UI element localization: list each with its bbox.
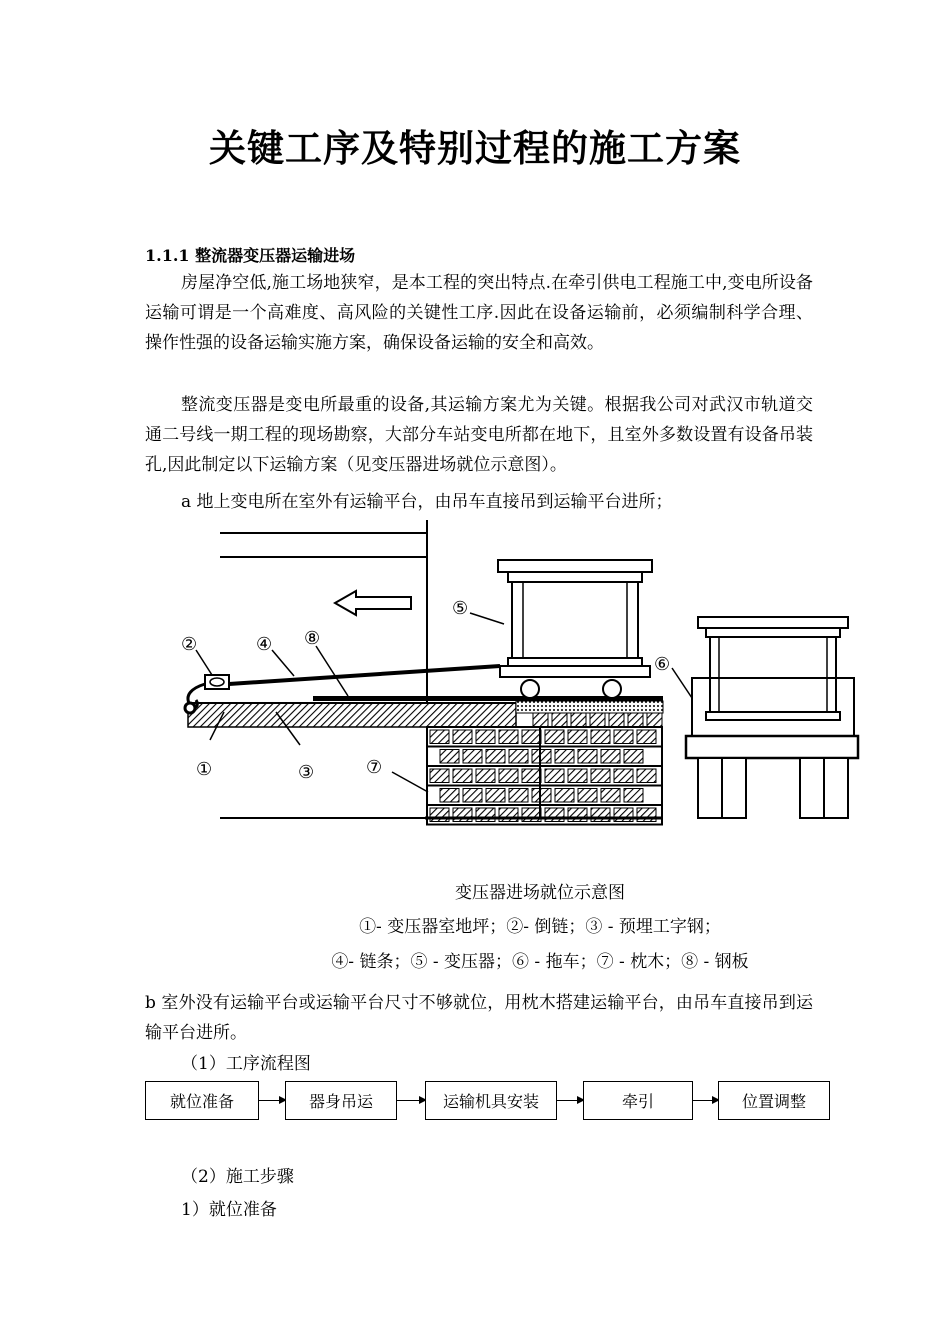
label-2: ② (181, 634, 198, 655)
paragraph-1: 房屋净空低,施工场地狭窄，是本工程的突出特点.在牵引供电工程施工中,变电所设备运输可谓是一个高难度、高风险的关键性工序.因此在设备运输前，必须编制科学合理、操作性强的设备运输实施方案，确保设备运输的安全和高效。 (145, 273, 813, 353)
sleeper-block (578, 789, 597, 803)
sleeper-block (499, 730, 518, 744)
sleeper-block (555, 789, 574, 803)
transformer-on-platform (498, 560, 652, 698)
flow-arrow (693, 1100, 718, 1101)
section-heading: 1.1.1 整流器变压器运输进场 (145, 246, 356, 265)
flow-step-3: 运输机具安装 (425, 1081, 557, 1120)
sleeper-block (532, 789, 551, 803)
sleeper-block (486, 789, 505, 803)
sleeper-block (509, 789, 528, 803)
sleeper-block (486, 750, 505, 764)
sleeper-block (609, 713, 624, 727)
step-1: 1）就位准备 (181, 1200, 277, 1220)
sleeper-block (624, 750, 643, 764)
sleeper-block (578, 750, 597, 764)
sleeper-block (522, 730, 541, 744)
sleeper-block (499, 769, 518, 783)
label-4: ④ (256, 634, 273, 655)
flow-heading: （1）工序流程图 (181, 1054, 311, 1074)
label-8: ⑧ (304, 628, 321, 649)
document-title: 关键工序及特别过程的施工方案 (209, 126, 741, 170)
label-7: ⑦ (366, 757, 383, 778)
label-5: ⑤ (452, 598, 469, 619)
flow-arrow (557, 1100, 583, 1101)
flow-step-5: 位置调整 (718, 1081, 830, 1120)
sleeper-block (430, 769, 449, 783)
sleeper-block (628, 713, 643, 727)
sleeper-block (555, 750, 574, 764)
steps-heading: （2）施工步骤 (181, 1167, 294, 1187)
flow-arrow (259, 1100, 285, 1101)
sleeper-block (614, 769, 633, 783)
sleeper-block (545, 769, 564, 783)
diagram-caption-line1: ①- 变压器室地坪；②- 倒链；③ - 预埋工字钢； (359, 917, 721, 937)
sleeper-block (591, 769, 610, 783)
direction-arrow (335, 591, 411, 615)
diagram-caption-line2: ④- 链条；⑤ - 变压器；⑥ - 拖车；⑦ - 枕木；⑧ - 钢板 (331, 952, 749, 972)
flow-step-1: 就位准备 (145, 1081, 259, 1120)
flow-arrow (397, 1100, 425, 1101)
flow-step-4: 牵引 (583, 1081, 693, 1120)
label-6: ⑥ (654, 654, 671, 675)
sleeper-block (647, 713, 662, 727)
sleeper-block (533, 713, 548, 727)
sleeper-block (568, 730, 587, 744)
item-a: a 地上变电所在室外有运输平台，由吊车直接吊到运输平台进所； (181, 492, 673, 512)
sleeper-stack (427, 713, 662, 825)
label-3: ③ (298, 762, 315, 783)
sleeper-block (453, 769, 472, 783)
sleeper-block (522, 769, 541, 783)
sleeper-block (430, 730, 449, 744)
sleeper-block (571, 713, 586, 727)
sleeper-block (463, 789, 482, 803)
paragraph-2: 整流变压器是变电所最重的设备,其运输方案尤为关键。根据我公司对武汉市轨道交通二号线一期工程的现场勘察，大部分车站变电所都在地下，且室外多数设置有设备吊装孔,因此制定以下运输方案（见变压器进场就位示意图）。 (145, 395, 813, 475)
flow-step-2: 器身吊运 (285, 1081, 397, 1120)
sleeper-block (440, 789, 459, 803)
sleeper-block (568, 769, 587, 783)
sleeper-block (591, 730, 610, 744)
sleeper-block (509, 750, 528, 764)
sleeper-block (637, 730, 656, 744)
sleeper-block (453, 730, 472, 744)
sleeper-block (637, 769, 656, 783)
sleeper-block (476, 730, 495, 744)
sleeper-block (601, 750, 620, 764)
sleeper-block (532, 750, 551, 764)
sleeper-block (440, 750, 459, 764)
sleeper-block (552, 713, 567, 727)
sleeper-block (614, 730, 633, 744)
diagram-caption-title: 变压器进场就位示意图 (455, 883, 625, 903)
floor-slab (188, 703, 516, 727)
sleeper-block (624, 789, 643, 803)
sleeper-block (590, 713, 605, 727)
sleeper-block (463, 750, 482, 764)
trailer-with-transformer (686, 617, 858, 818)
item-b: b 室外没有运输平台或运输平台尺寸不够就位，用枕木搭建运输平台，由吊车直接吊到运输平台进所。 (145, 993, 813, 1043)
sleeper-block (476, 769, 495, 783)
chain (229, 666, 500, 684)
sleeper-block (601, 789, 620, 803)
building-wall (220, 520, 427, 818)
label-1: ① (196, 759, 213, 780)
sleeper-block (545, 730, 564, 744)
